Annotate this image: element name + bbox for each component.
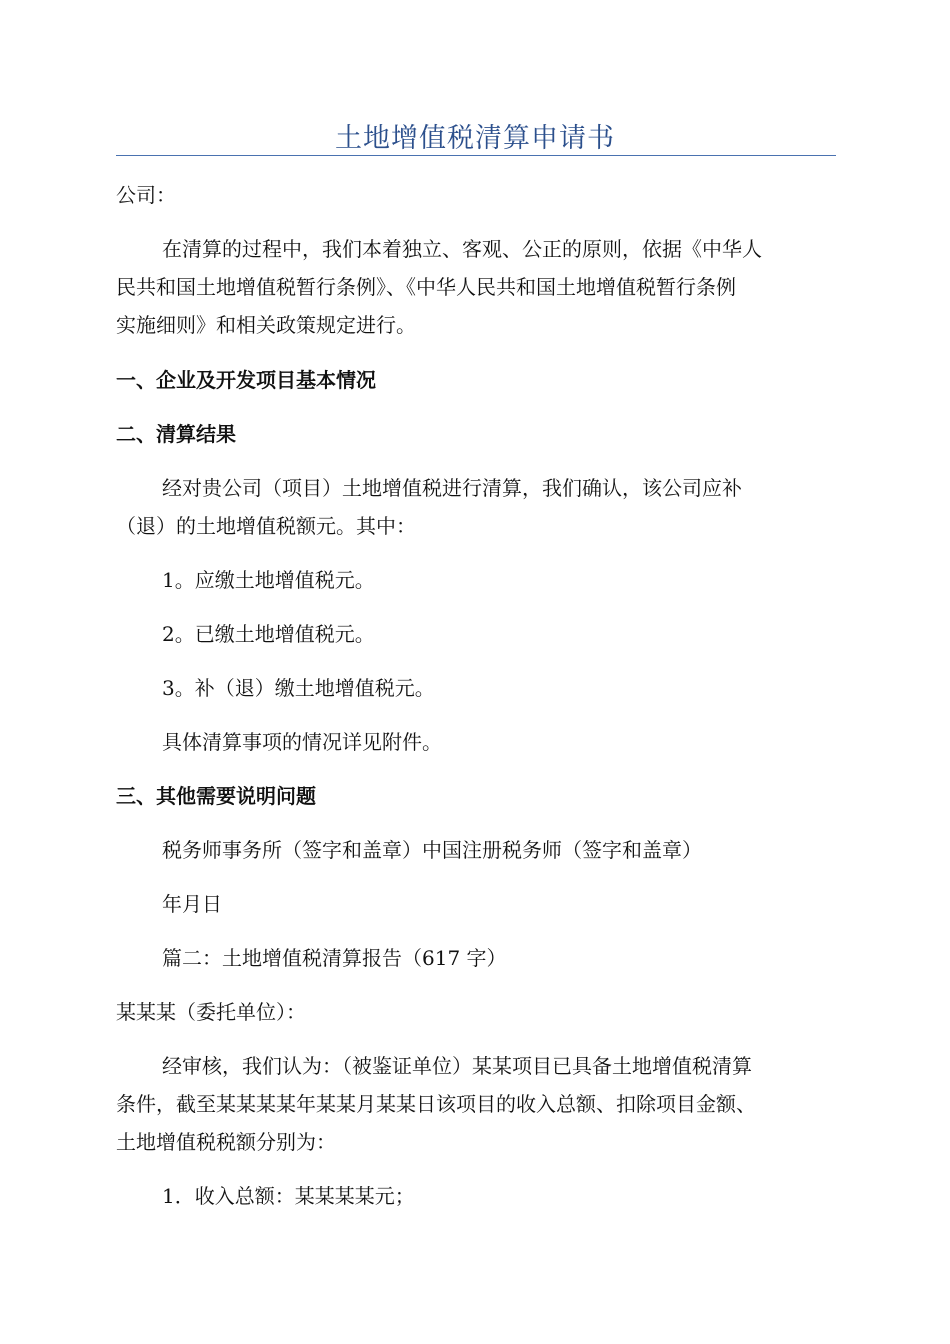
intro-line-3: 实施细则》和相关政策规定进行。 [116,313,416,337]
list-item: 2。已缴土地增值税元。 [162,622,375,646]
intro-line-2: 民共和国土地增值税暂行条例》、《中华人民共和国土地增值税暂行条例 [116,275,736,299]
section-heading-1: 一、企业及开发项目基本情况 [116,368,376,392]
list-item: 3。补（退）缴土地增值税元。 [162,676,435,700]
title-underline [116,155,836,156]
result-line-1: 经对贵公司（项目）土地增值税进行清算，我们确认，该公司应补 [162,476,742,500]
part2-item-1: 1．收入总额：某某某某元； [162,1184,415,1208]
result-line-2: （退）的土地增值税额元。其中： [116,514,416,538]
salutation: 公司： [116,183,176,207]
section-heading-3: 三、其他需要说明问题 [116,784,316,808]
part2-line-2: 条件，截至某某某某年某某月某某日该项目的收入总额、扣除项目金额、 [116,1092,756,1116]
section-heading-2: 二、清算结果 [116,422,236,446]
part2-line-1: 经审核，我们认为：（被鉴证单位）某某项目已具备土地增值税清算 [162,1054,752,1078]
date-line: 年月日 [162,892,222,916]
document-title: 土地增值税清算申请书 [335,123,615,154]
intro-line-1: 在清算的过程中，我们本着独立、客观、公正的原则，依据《中华人 [162,237,762,261]
details-note: 具体清算事项的情况详见附件。 [162,730,442,754]
part2-line-3: 土地增值税税额分别为： [116,1130,336,1154]
part2-heading: 篇二：土地增值税清算报告（617 字） [162,946,507,970]
part2-salutation: 某某某（委托单位）： [116,1000,306,1024]
signature-line: 税务师事务所（签字和盖章）中国注册税务师（签字和盖章） [162,838,702,862]
list-item: 1。应缴土地增值税元。 [162,568,375,592]
